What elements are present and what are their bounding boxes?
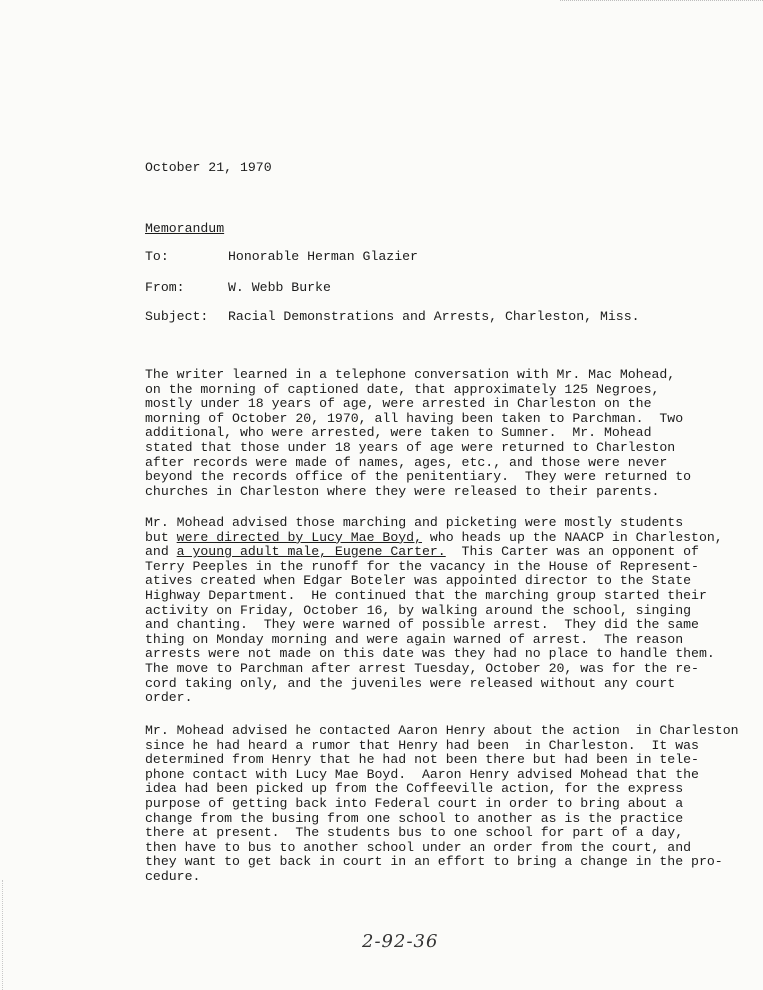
- paragraph-line: they want to get back in court in an effort to bring a change in the pro-: [145, 854, 723, 870]
- subject-row: [145, 309, 640, 324]
- subject-label: Subject:: [145, 309, 209, 324]
- scan-edge-left: [2, 880, 4, 990]
- paragraph-line: beyond the records office of the penitentiary. They were returned to: [145, 469, 692, 485]
- paragraph-line: there at present. The students bus to one school for part of a day,: [145, 825, 684, 841]
- paragraph-line: on the morning of captioned date, that approximately 125 Negroes,: [145, 381, 660, 397]
- line-text: but: [145, 529, 177, 545]
- paragraph-line: change from the busing from one school to another as is the practice: [145, 810, 684, 826]
- paragraph-line: then have to bus to another school under an order from the court, and: [145, 839, 692, 855]
- paragraph-line: since he had heard a rumor that Henry had been in Charleston. It was: [145, 737, 699, 753]
- paragraph-line: activity on Friday, October 16, by walking around the school, singing: [145, 602, 692, 618]
- line-text: This Carter was an opponent of: [445, 544, 699, 560]
- paragraph-line: additional, who were arrested, were taken to Sumner. Mr. Mohead: [145, 425, 652, 441]
- from-label: From:: [145, 280, 185, 295]
- to-label: To:: [145, 249, 169, 264]
- paragraph-line: The writer learned in a telephone conversation with Mr. Mac Mohead,: [145, 367, 676, 382]
- from-row: [145, 280, 331, 295]
- line-text: and: [145, 544, 177, 560]
- line-text: who heads up the NAACP in Charleston,: [421, 529, 723, 545]
- subject-value: Racial Demonstrations and Arrests, Charleston, Miss.: [228, 309, 640, 324]
- underlined-text: were directed by Lucy Mae Boyd,: [176, 529, 422, 545]
- to-row: [145, 249, 418, 264]
- paragraph-line: morning of October 20, 1970, all having been taken to Parchman. Two: [145, 410, 684, 426]
- paragraph-line: cord taking only, and the juveniles were released without any court: [145, 675, 676, 691]
- paragraph-line: idea had been picked up from the Coffeeville action, for the express: [145, 781, 684, 797]
- paragraph-line: phone contact with Lucy Mae Boyd. Aaron Henry advised Mohead that the: [145, 766, 699, 782]
- paragraph-line: and chanting. They were warned of possible arrest. They did the same: [145, 617, 699, 633]
- scan-edge-top: [560, 0, 763, 4]
- paragraph-line: Terry Peeples in the runoff for the vacancy in the House of Represent-: [145, 558, 699, 574]
- paragraph-line: thing on Monday morning and were again warned of arrest. The reason: [145, 631, 684, 647]
- memo-title: Memorandum: [145, 221, 225, 236]
- paragraph-line: [145, 545, 725, 560]
- paragraph-line: Mr. Mohead advised those marching and picketing were mostly students: [145, 515, 684, 530]
- paragraph-line: [145, 531, 725, 546]
- to-value: Honorable Herman Glazier: [228, 249, 418, 264]
- paragraph-line: arrests were not made on this date was they had no place to handle them.: [145, 646, 715, 662]
- paragraph-line: after records were made of names, ages, etc., and those were never: [145, 454, 668, 470]
- memo-date: October 21, 1970: [145, 160, 272, 175]
- paragraph-line: stated that those under 18 years of age were returned to Charleston: [145, 439, 676, 455]
- paragraph-line: churches in Charleston where they were released to their parents.: [145, 483, 660, 499]
- paragraph-line: order.: [145, 690, 193, 706]
- paragraph-3: [145, 723, 739, 885]
- paragraph-1: [145, 368, 725, 499]
- paragraph-line: cedure.: [145, 868, 201, 884]
- paragraph-line: purpose of getting back into Federal court in order to bring about a: [145, 795, 684, 811]
- paragraph-line: atives created when Edgar Boteler was appointed director to the State: [145, 573, 692, 589]
- handwritten-file-number: 2-92-36: [362, 931, 439, 952]
- paragraph-line: The move to Parchman after arrest Tuesday, October 20, was for the re-: [145, 660, 699, 676]
- from-value: W. Webb Burke: [228, 280, 331, 295]
- paragraph-line: determined from Henry that he had not been there but had been in tele-: [145, 752, 699, 768]
- underlined-text: a young adult male, Eugene Carter.: [176, 544, 446, 560]
- paragraph-line: Mr. Mohead advised he contacted Aaron Henry about the action in Charleston: [145, 723, 739, 738]
- paragraph-line: mostly under 18 years of age, were arrested in Charleston on the: [145, 396, 652, 412]
- paragraph-2: [145, 516, 725, 706]
- paragraph-line: Highway Department. He continued that the marching group started their: [145, 587, 707, 603]
